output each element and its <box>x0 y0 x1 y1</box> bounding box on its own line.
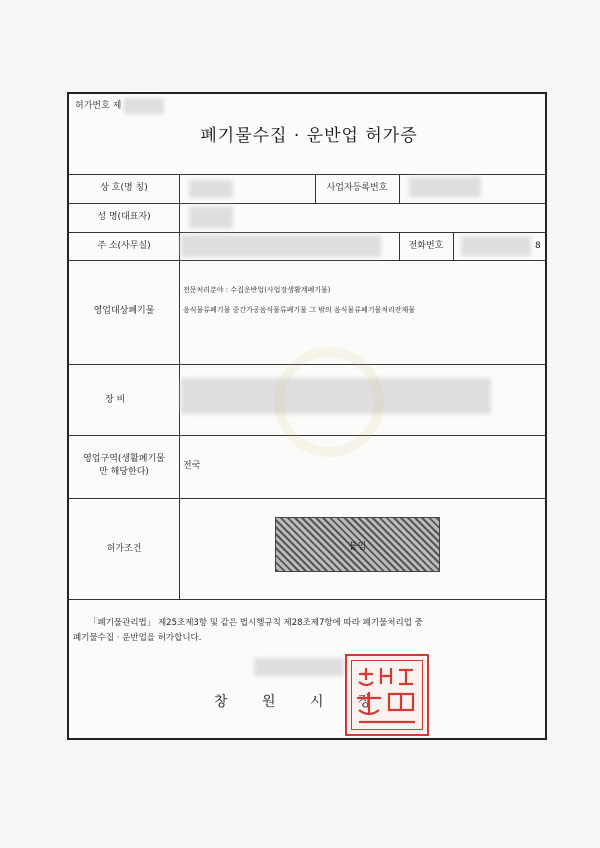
waste-type-label: 영업대상폐기물 <box>93 306 155 316</box>
official-seal-stamp <box>345 654 429 736</box>
conditions-attachment-box <box>275 517 440 572</box>
redacted-company <box>189 180 233 198</box>
company-label: 상 호(명 칭) <box>100 183 148 193</box>
permit-frame <box>67 92 547 740</box>
permit-number-label: 허가번호 제 <box>75 101 122 111</box>
conditions-value: 붙임 <box>348 542 367 552</box>
statement-line1: 「폐기물관리법」 제25조제3항 및 같은 법시행규칙 제28조제7항에 따라 폐기물처리업 중 <box>89 618 423 628</box>
seal-glyphs <box>345 654 429 736</box>
document-title: 폐기물수집 · 운반업 허가증 <box>200 126 418 146</box>
equipment-label: 장 비 <box>105 395 126 405</box>
conditions-label: 허가조건 <box>106 544 142 554</box>
redacted-phone <box>461 236 531 256</box>
address-label: 주 소(사무실) <box>97 241 151 251</box>
business-reg-label: 사업자등록번호 <box>326 183 388 193</box>
watermark-emblem <box>274 347 384 457</box>
issuer-name: 창 원 시 장 <box>214 694 373 710</box>
waste-type-line2: 음식물류폐기물 중간가공음식물류폐기물 그 밖의 음식물류폐기물처리잔재물 <box>183 306 416 314</box>
phone-suffix: 8 <box>535 241 541 251</box>
area-value: 전국 <box>183 461 201 471</box>
redacted-name <box>189 206 233 228</box>
redacted-permit-number <box>124 98 164 114</box>
statement-line2: 폐기물수집 · 운반업을 허가합니다. <box>73 633 202 643</box>
phone-label: 전화번호 <box>408 241 444 251</box>
redacted-address <box>181 235 381 257</box>
area-label-line2: 만 해당한다) <box>99 467 149 477</box>
name-label: 성 명(대표자) <box>97 212 151 222</box>
waste-type-line1: 전문처리분야 : 수집운반업(사업장생활계폐기물) <box>183 286 331 294</box>
redacted-date <box>254 658 344 676</box>
area-label-line1: 영업구역(생활폐기물 <box>83 454 165 464</box>
redacted-business-reg <box>409 177 481 197</box>
